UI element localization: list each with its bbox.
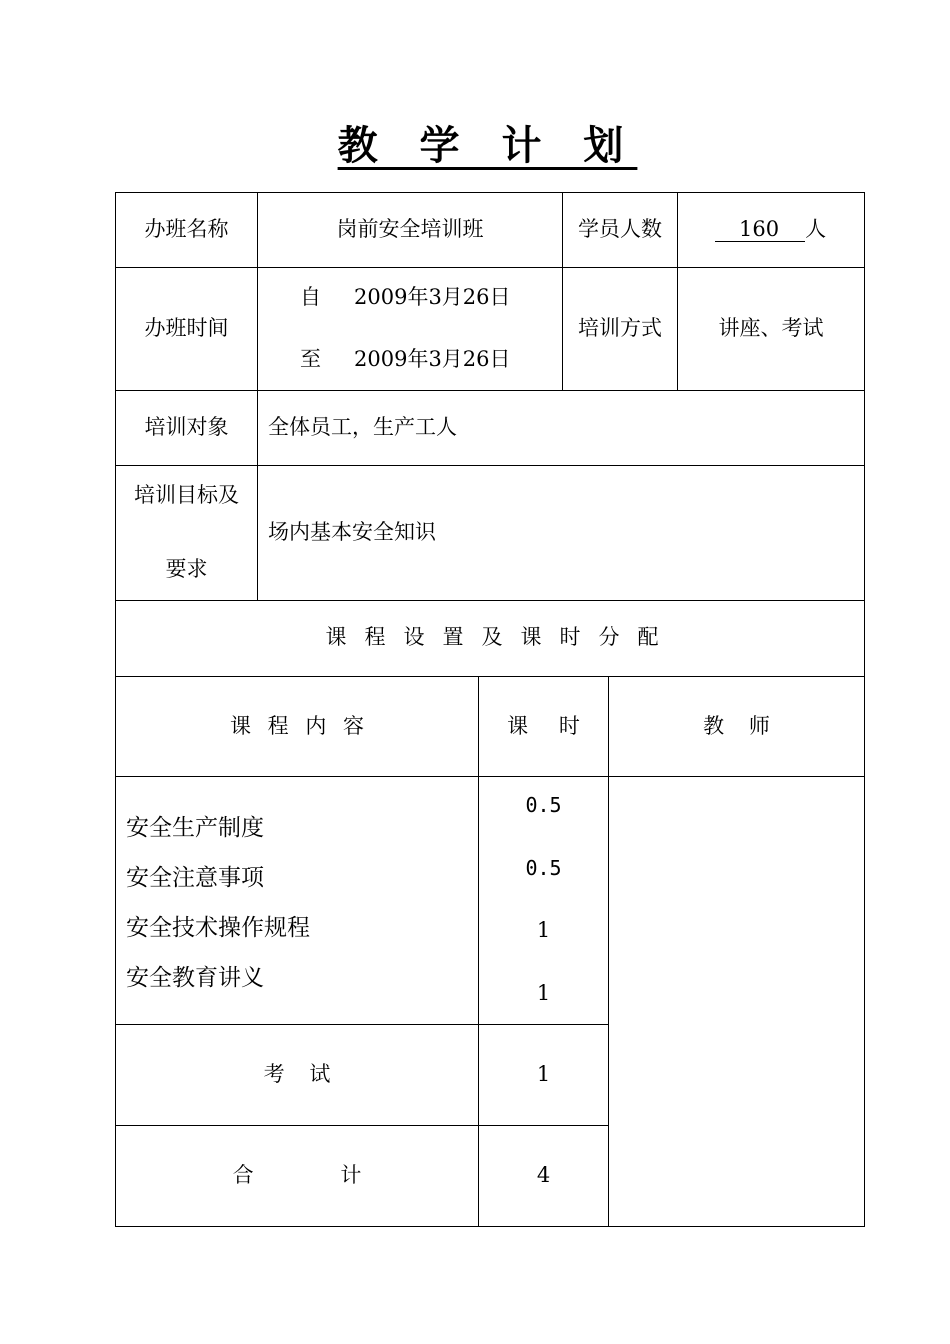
class-time-label: 办班时间 — [144, 316, 229, 340]
course-section-heading: 课程设置及课时分配 — [325, 625, 677, 649]
to-prefix: 至 — [300, 347, 321, 371]
exam-hours: 1 — [536, 1062, 551, 1086]
training-goal-label-line1: 培训目标及 — [134, 483, 239, 507]
student-count — [715, 216, 826, 242]
course-hours-value: 0.5 — [525, 856, 562, 880]
course-item: 安全注意事项 — [126, 865, 264, 891]
from-prefix: 自 — [300, 285, 321, 309]
teacher-header: 教 师 — [703, 714, 770, 738]
course-item: 安全教育讲义 — [126, 965, 264, 991]
student-count-label: 学员人数 — [578, 217, 662, 241]
course-hours-value: 0.5 — [525, 793, 562, 817]
class-name-label: 办班名称 — [144, 217, 229, 241]
student-count-value: 160 — [715, 217, 805, 242]
course-hours-header: 课 时 — [507, 714, 580, 738]
page-title: 教 学 计 划 — [337, 122, 638, 169]
training-target-value: 全体员工，生产工人 — [268, 415, 457, 439]
exam-label: 考 试 — [263, 1062, 331, 1086]
class-name-value: 岗前安全培训班 — [336, 217, 484, 241]
course-item: 安全生产制度 — [126, 815, 264, 841]
from-date: 2009年3月26日 — [354, 285, 511, 309]
course-item: 安全技术操作规程 — [126, 915, 310, 941]
total-hours: 4 — [536, 1163, 551, 1187]
to-date: 2009年3月26日 — [354, 347, 511, 371]
training-target-label: 培训对象 — [144, 415, 229, 439]
training-goal-value: 场内基本安全知识 — [268, 520, 436, 544]
training-method-value: 讲座、考试 — [718, 316, 824, 340]
course-content-header: 课 程 内 容 — [229, 714, 365, 738]
training-goal-label-line2: 要求 — [165, 557, 208, 581]
course-hours-value: 1 — [536, 918, 551, 942]
student-count-unit: 人 — [805, 217, 827, 241]
course-hours-value: 1 — [536, 981, 551, 1005]
total-label: 合 计 — [232, 1163, 362, 1187]
training-method-label: 培训方式 — [578, 316, 662, 340]
